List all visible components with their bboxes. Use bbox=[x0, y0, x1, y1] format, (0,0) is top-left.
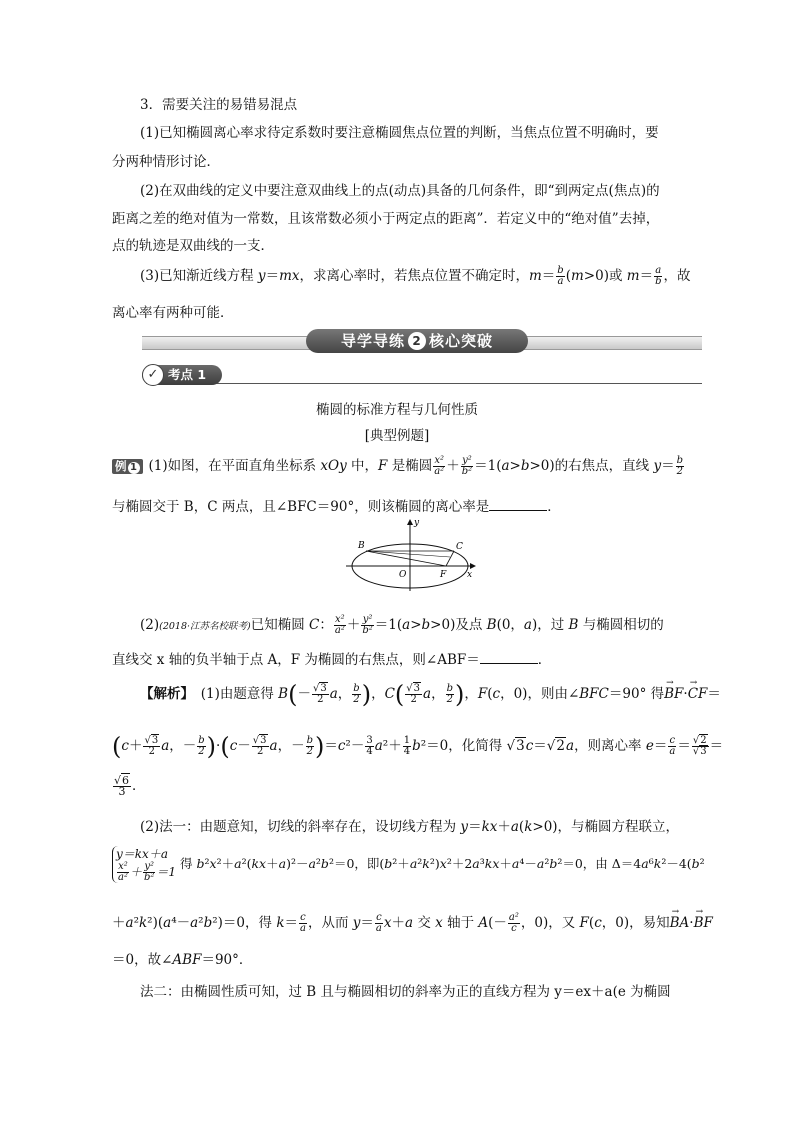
label-b: B bbox=[358, 541, 365, 551]
example-badge: 例 1 bbox=[112, 459, 143, 474]
solution2-line4: ＝0，故∠ABF＝90°． bbox=[112, 952, 253, 968]
banner-right: 核心突破 bbox=[429, 332, 494, 350]
section-heading: 3．需要关注的易错易混点 bbox=[140, 97, 298, 113]
item3-line1: (3)已知渐近线方程 y＝mx，求离心率时，若焦点位置不确定时，m＝ $\frac{b}{a}$ (m>0)或 m＝ $\frac{a}{b}$ ，故 bbox=[140, 265, 691, 287]
item3-line2: 离心率有两种可能． bbox=[112, 305, 234, 321]
method2-line: 法二：由椭圆性质可知，过 B 且与椭圆相切的斜率为正的直线方程为 y＝ex＋a(e 为椭圆 bbox=[140, 984, 671, 1000]
kaodian-badge bbox=[142, 365, 222, 385]
answer-blank-1 bbox=[489, 498, 547, 511]
section-banner bbox=[306, 329, 528, 353]
solution2-line1: (2)法一：由题意知，切线的斜率存在，设切线方程为 y＝kx＋a(k>0)，与椭圆方程联立， bbox=[140, 819, 680, 835]
label-o: O bbox=[399, 570, 407, 580]
label-y: y bbox=[414, 518, 420, 528]
item1-line1: (1)已知椭圆离心率求待定系数时要注意椭圆焦点位置的判断，当焦点位置不明确时，要 bbox=[140, 125, 659, 141]
topic-subtitle: [典型例题] bbox=[364, 428, 430, 444]
kaodian-rule bbox=[146, 383, 702, 384]
check-icon: ✓ bbox=[142, 364, 164, 386]
solution2-line2: y＝kx＋a $\frac{\text{x²}}{\text{a²}}$ ＋ $\frac{\text{y²}}{\text{b²}}$ ＝1 得 b²x²＋a²(kx＋a)²－a²b²＝0，即(b²＋a²k²)x²＋2a³kx＋a⁴－a²b²＝0，由 Δ＝4a⁶k²－4(b² bbox=[112, 846, 684, 883]
label-c: C bbox=[456, 542, 463, 552]
y-arrow-icon bbox=[407, 519, 413, 525]
banner-left: 导学导练 bbox=[340, 332, 405, 350]
label-f: F bbox=[440, 570, 447, 580]
topic-title: 椭圆的标准方程与几何性质 bbox=[316, 402, 478, 418]
solution-line2: (c＋ $\frac{√3}{2}$ a，－ $\frac{b}{2}$ )·(c－ $\frac{√3}{2}$ a，－ $\frac{b}{2}$ )＝c²－ $\frac{3}{4}$ a²＋ $\frac{1}{4}$ b²＝0，化简得 √3c＝√2a，则离心率 e＝ $\frac{c}{a}$ ＝ $\frac{√2}{√3}$ ＝ bbox=[112, 732, 724, 761]
solution-line3: $\frac{√6}{3}$ ． bbox=[114, 774, 146, 798]
segment-b-hatch bbox=[366, 551, 450, 557]
x-arrow-icon bbox=[470, 563, 476, 569]
example1-part2-line1: (2)(2018·江苏名校联考)已知椭圆 C： $\frac{\text{x²}}{\text{a²}}$ ＋ $\frac{\text{y²}}{\text{b²}}$ ＝1(a>b>0)及点 B(0，a)，过 B 与椭圆相切的 bbox=[140, 614, 664, 636]
segment-bf bbox=[366, 551, 446, 566]
item2-line3: 点的轨迹是双曲线的一支． bbox=[112, 238, 274, 254]
item2-line2: 距离之差的绝对值为一常数，且该常数必须小于两定点的距离”．若定义中的“绝对值”去掉， bbox=[112, 211, 660, 227]
item2-line1: (2)在双曲线的定义中要注意双曲线上的点(动点)具备的几何条件，即“到两定点(焦点)的 bbox=[140, 183, 660, 199]
ellipse-diagram bbox=[340, 515, 480, 595]
solution2-line3: ＋a²k²)(a⁴－a²b²)＝0，得 k＝ $\frac{c}{a}$ ，从而 y＝ $\frac{c}{a}$ x＋a 交 x 轴于 A(－ $\frac{\text{a²}}{c}$ ，0)，又 F(c，0)，易知→ BA·→ BF bbox=[112, 913, 684, 934]
answer-blank-2 bbox=[480, 651, 538, 664]
kaodian-number: 1 bbox=[197, 367, 207, 382]
label-x: x bbox=[467, 570, 473, 580]
example1-line2: 与椭圆交于 B，C 两点，且∠BFC＝90°，则该椭圆的离心率是 ． bbox=[112, 499, 561, 515]
example1-line1: 例 1 (1)如图，在平面直角坐标系 xOy 中，F 是椭圆 $\frac{\text{x²}}{\text{a²}}$ ＋ $\frac{\text{y²}}{\text{b²}}$ ＝1(a>b>0)的右焦点，直线 y＝ $\frac{b}{2}$ bbox=[112, 456, 684, 477]
example1-part2-line2: 直线交 x 轴的负半轴于点 A，F 为椭圆的右焦点，则∠ABF＝ ． bbox=[112, 652, 552, 668]
item1-line2: 分两种情形讨论． bbox=[112, 154, 220, 170]
banner-circle-icon: 2 bbox=[408, 332, 426, 350]
kaodian-label: 考点 bbox=[168, 367, 194, 382]
segment-cf bbox=[446, 551, 454, 566]
solution-line1: 【解析】 (1)由题意得 B(－ $\frac{√3}{2}$ a， $\frac{b}{2}$ )，C( $\frac{√3}{2}$ a， $\frac{b}{2}$ )，F(c，0)，则由∠BFC＝90° 得→ BF·→ CF＝ bbox=[140, 684, 712, 705]
